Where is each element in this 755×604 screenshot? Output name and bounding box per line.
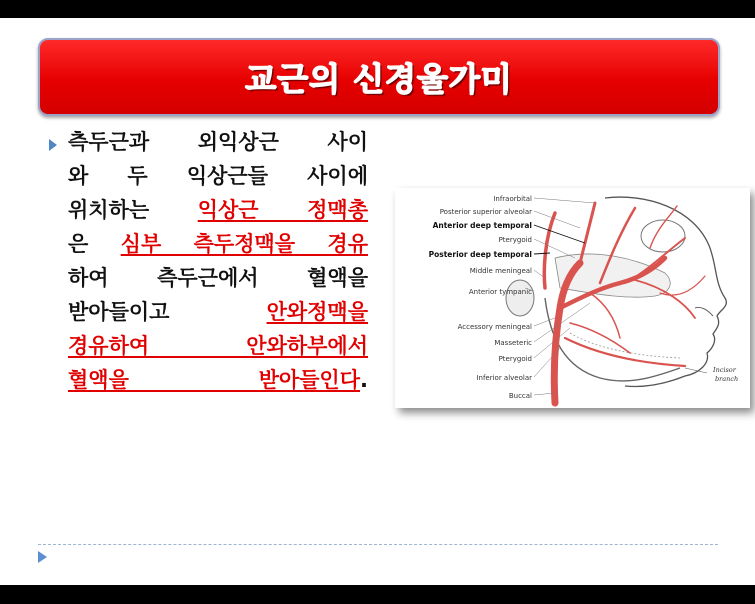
body-line	[68, 193, 368, 227]
figure-label: Inferior alveolar	[476, 374, 532, 382]
body-text-segment: 와 두 익상근들 사이에	[68, 164, 368, 188]
nose-line	[695, 307, 713, 316]
ear-outline	[506, 280, 534, 316]
figure-label: Buccal	[508, 392, 532, 400]
slide-title	[245, 54, 512, 100]
teeth-line	[570, 333, 680, 358]
highlighted-text: 익상근 정맥총	[197, 198, 368, 222]
body-line	[68, 125, 368, 159]
slide	[0, 18, 755, 585]
label-leader-line	[534, 198, 595, 203]
incisor-label-2: branch	[715, 375, 739, 383]
body-line	[68, 261, 368, 295]
mandible-outline	[545, 298, 680, 381]
figure-label: Posterior superior alveolar	[439, 208, 532, 216]
label-leader-line	[534, 225, 585, 243]
highlighted-text: 심부 측두정맥을 경유	[120, 232, 368, 256]
artery-branch-temporal	[544, 213, 555, 288]
footer-arrow-icon	[38, 551, 47, 563]
body-line	[68, 363, 368, 397]
highlighted-text: 안와정맥을	[266, 300, 368, 324]
body-text-segment: 위치하는	[68, 198, 198, 222]
figure-label: Posterior deep temporal	[428, 250, 532, 259]
figure-label: Middle meningeal	[469, 267, 532, 275]
body-text-segment: 은	[68, 232, 121, 256]
label-leader-line	[534, 253, 550, 254]
body-text-segment: 측두근과 외익상근 사이	[68, 130, 368, 154]
incisor-label-1: Incisor	[713, 366, 736, 374]
body-line	[68, 295, 368, 329]
body-line	[68, 329, 368, 363]
highlighted-text: 경유하여 안와하부에서	[68, 334, 368, 358]
title-banner	[38, 38, 720, 116]
figure-label: Anterior tympanic	[468, 288, 532, 296]
anatomy-figure	[395, 188, 750, 408]
figure-label: Pterygoid	[498, 355, 532, 363]
body-text-segment: 하여 측두근에서 혈액을	[68, 266, 368, 290]
figure-label: Accessory meningeal	[457, 323, 532, 331]
body-text-segment: 받아들이고	[68, 300, 267, 324]
footer-divider	[38, 544, 718, 545]
title-accent: 교근	[245, 60, 310, 98]
highlighted-text: 혈액을 받아들인다	[68, 368, 361, 392]
label-leader-line	[534, 239, 575, 258]
body-paragraph	[68, 125, 368, 397]
artery-branch-small-1	[650, 206, 677, 248]
artery-branch-buccal	[570, 323, 630, 353]
figure-label: Anterior deep temporal	[432, 221, 532, 230]
title-rest: 의 신경울가미	[309, 60, 513, 98]
body-line	[68, 227, 368, 261]
figure-label: Infraorbital	[493, 195, 532, 203]
body-text-segment: .	[360, 368, 368, 392]
bullet-arrow-icon	[49, 139, 57, 151]
artery-group	[544, 203, 705, 403]
label-leader-line	[534, 211, 580, 228]
figure-label: Pterygoid	[498, 236, 532, 244]
figure-label: Masseteric	[494, 339, 532, 347]
body-line	[68, 159, 368, 193]
artery-branch-inferior-alveolar	[565, 338, 685, 366]
anatomy-illustration	[395, 188, 750, 408]
label-leader-line	[534, 318, 555, 326]
